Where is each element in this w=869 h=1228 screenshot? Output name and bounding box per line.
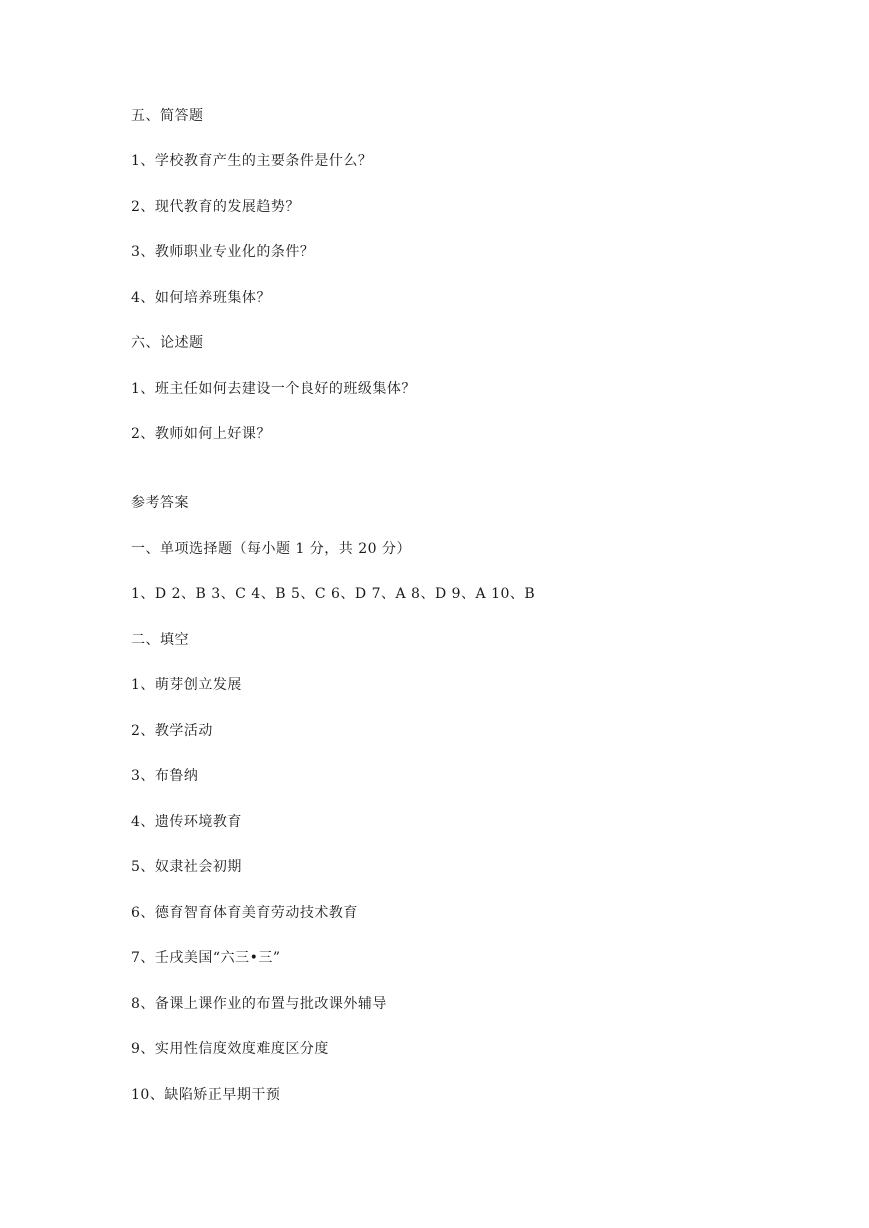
short-answer-question-3: 3、教师职业专业化的条件？ xyxy=(131,244,315,260)
section-5-heading: 五、简答题 xyxy=(131,108,204,124)
fill-blank-answer-1: 1、萌芽创立发展 xyxy=(131,677,242,693)
answer-part-1-heading: 一、单项选择题（每小题 1 分，共 20 分） xyxy=(131,541,412,557)
answer-part-1-choices: 1、D 2、B 3、C 4、B 5、C 6、D 7、A 8、D 9、A 10、B xyxy=(131,586,536,602)
fill-blank-answer-3: 3、布鲁纳 xyxy=(131,768,199,784)
essay-question-2: 2、教师如何上好课？ xyxy=(131,426,271,442)
fill-blank-answer-10: 10、缺陷矫正早期干预 xyxy=(131,1087,281,1103)
fill-blank-answer-2: 2、教学活动 xyxy=(131,723,213,739)
answer-key-title: 参考答案 xyxy=(131,495,189,511)
section-6-heading: 六、论述题 xyxy=(131,335,204,351)
fill-blank-answer-4: 4、遗传环境教育 xyxy=(131,814,242,830)
fill-blank-answer-7: 7、壬戌美国“六三•三” xyxy=(131,950,281,966)
short-answer-question-2: 2、现代教育的发展趋势？ xyxy=(131,199,300,215)
fill-blank-answer-6: 6、德育智育体育美育劳动技术教育 xyxy=(131,905,358,921)
short-answer-question-4: 4、如何培养班集体？ xyxy=(131,290,271,306)
answer-part-2-heading: 二、填空 xyxy=(131,632,189,648)
fill-blank-answer-8: 8、备课上课作业的布置与批改课外辅导 xyxy=(131,996,387,1012)
fill-blank-answer-5: 5、奴隶社会初期 xyxy=(131,859,242,875)
essay-question-1: 1、班主任如何去建设一个良好的班级集体？ xyxy=(131,381,416,397)
short-answer-question-1: 1、学校教育产生的主要条件是什么？ xyxy=(131,153,373,169)
fill-blank-answer-9: 9、实用性信度效度难度区分度 xyxy=(131,1041,329,1057)
